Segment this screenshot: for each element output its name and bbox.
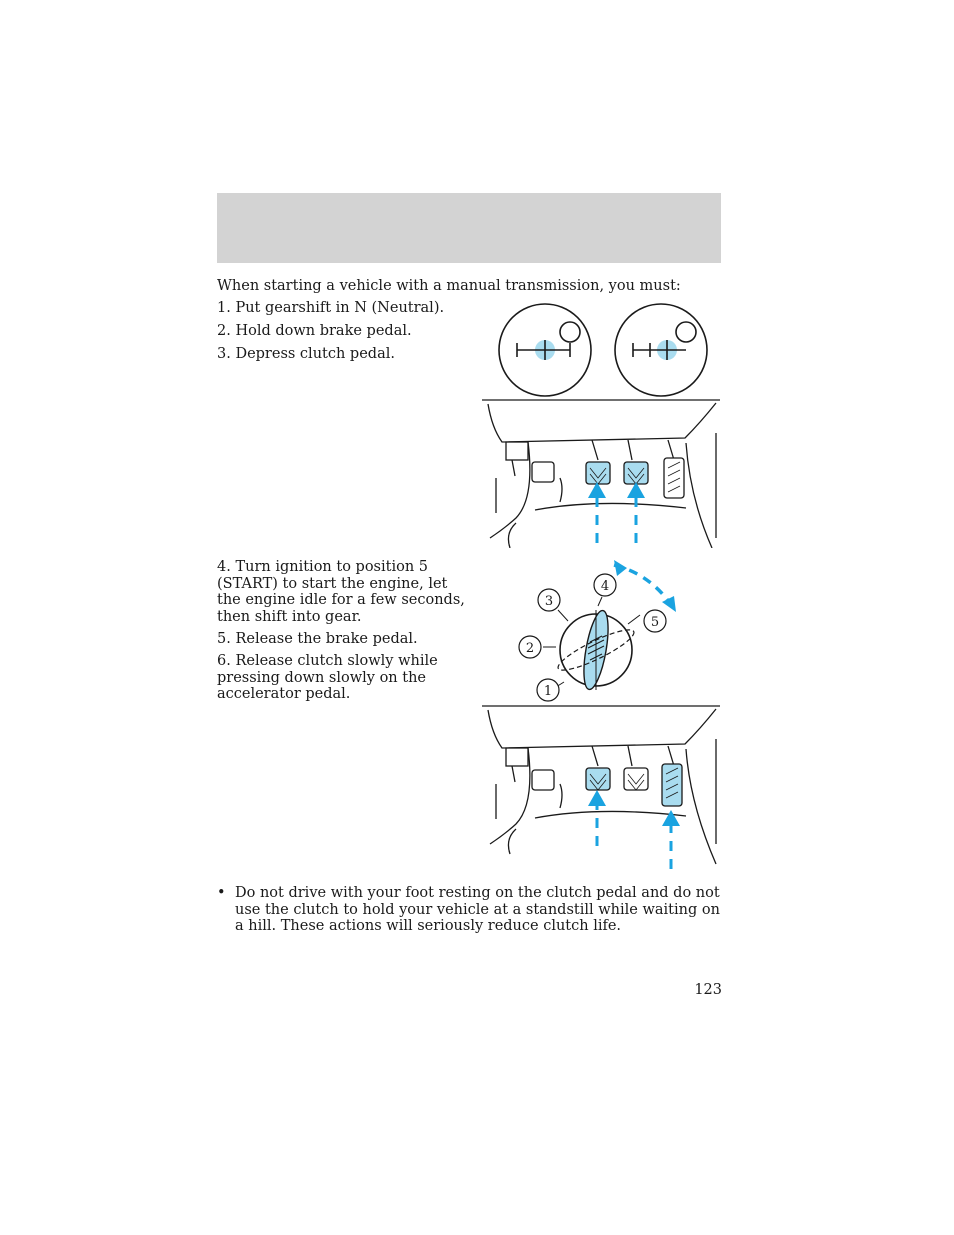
step-2: 2. Hold down brake pedal. <box>217 323 412 339</box>
ignition-position-5: 5 <box>650 615 660 630</box>
ignition-position-4: 4 <box>600 579 610 594</box>
ignition-position-2: 2 <box>525 641 535 656</box>
ignition-position-1: 1 <box>543 684 553 699</box>
intro-text: When starting a vehicle with a manual transmission, you must: <box>217 278 681 294</box>
step-4: 4. Turn ignition to position 5 (START) to start the engine, let the engine idle for a few seconds, then shift into gear. <box>217 559 465 625</box>
step-3: 3. Depress clutch pedal. <box>217 346 395 362</box>
ignition-position-3: 3 <box>544 594 554 609</box>
bullet-text: Do not drive with your foot resting on the clutch pedal and do not use the clutch to hold your vehicle at a standstill while waiting on a hill. These actions will seriously reduce clutch life. <box>235 885 720 934</box>
pedals-brake-clutch-diagram <box>480 398 722 548</box>
pedals-brake-accelerator-diagram <box>480 704 722 872</box>
gearshift-neutral-diagram <box>490 298 720 402</box>
bullet-marker: • <box>217 885 226 901</box>
page-number: 123 <box>694 982 722 998</box>
section-header-bar <box>217 193 721 263</box>
step-1: 1. Put gearshift in N (Neutral). <box>217 300 445 316</box>
ignition-switch-diagram <box>510 558 690 708</box>
step-5: 5. Release the brake pedal. <box>217 631 418 647</box>
step-6: 6. Release clutch slowly while pressing down slowly on the accelerator pedal. <box>217 653 438 702</box>
